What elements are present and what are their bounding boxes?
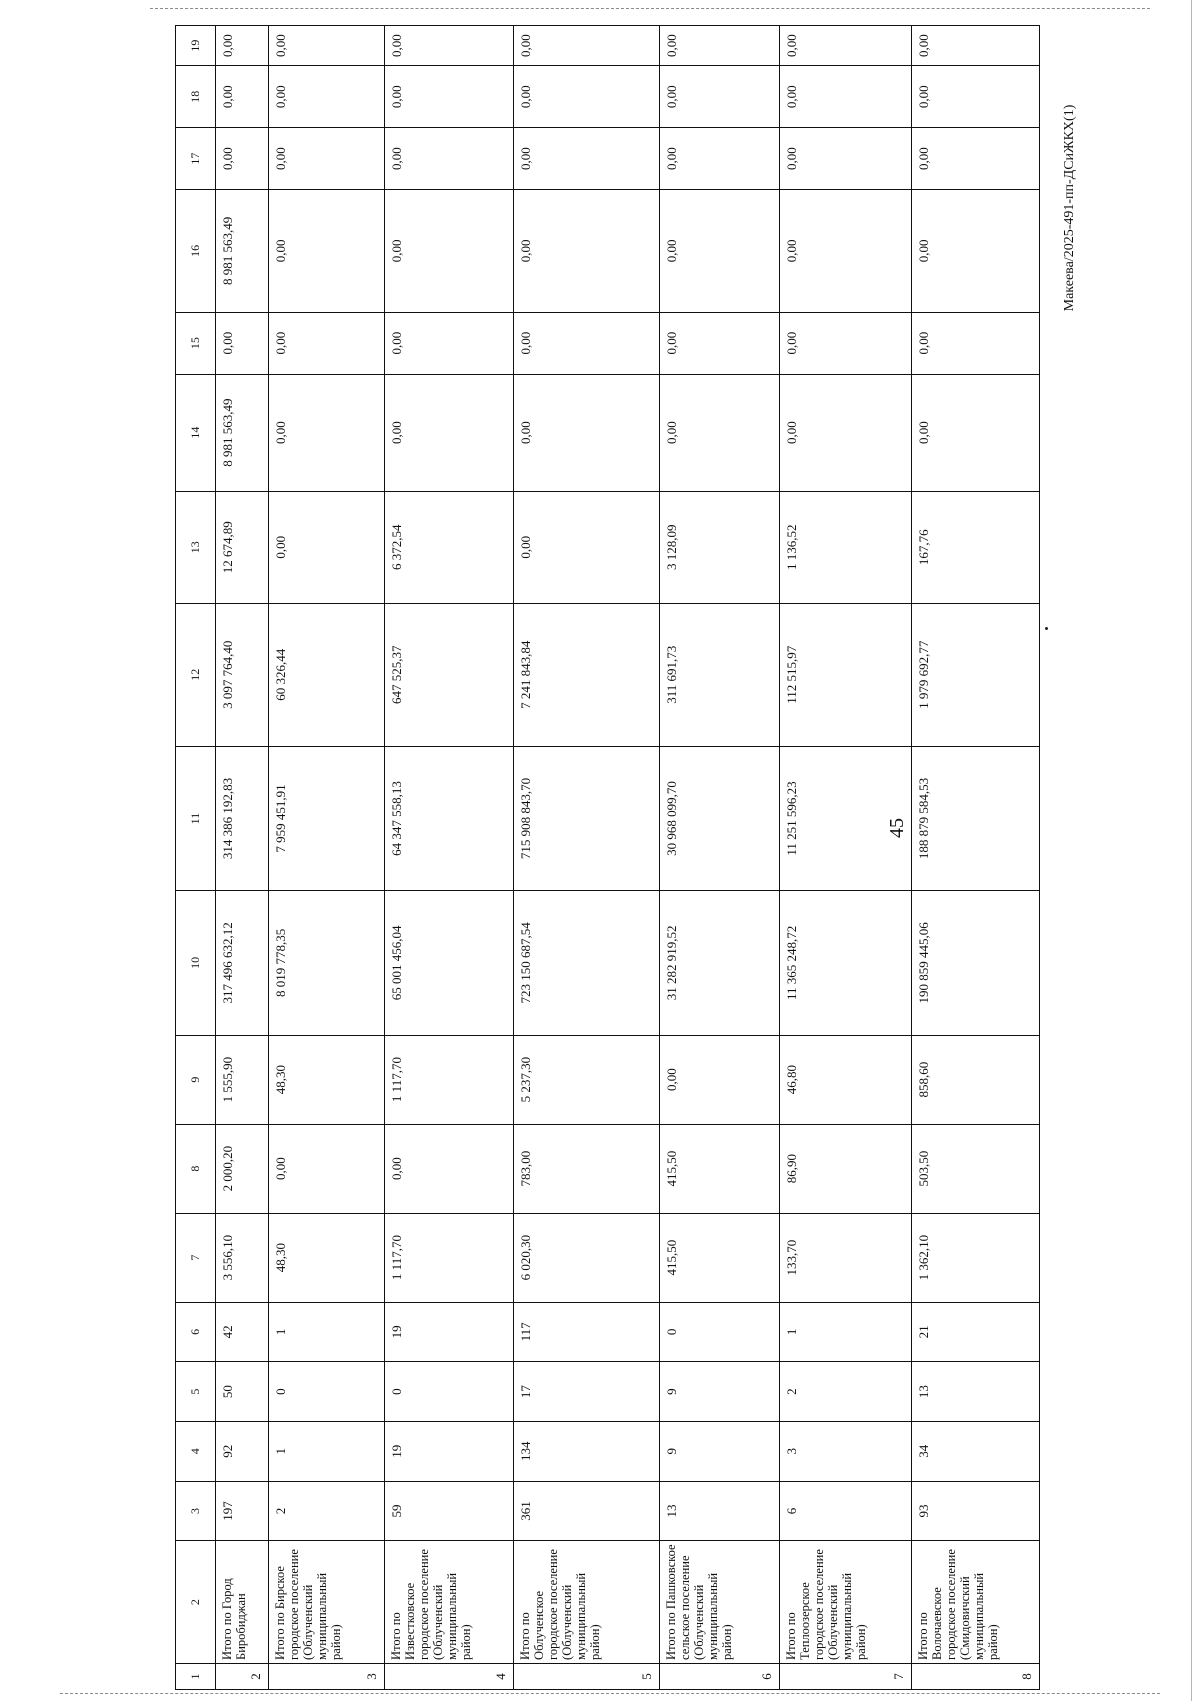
table-cell-col-15: 0,00 [269,312,384,374]
table-cell-col-9: 5 237,30 [513,1035,659,1124]
table-cell-col-16: 0,00 [911,190,1039,313]
table-cell-col-4: 3 [779,1421,911,1481]
table-cell-col-12: 7 241 843,84 [513,603,659,746]
column-header-6: 6 [176,1302,216,1362]
table-cell-col-6: 117 [513,1302,659,1362]
table-cell-col-5: 50 [216,1362,269,1422]
column-header-13: 13 [176,491,216,603]
row-number-cell: 4 [384,1663,513,1689]
municipality-name-cell: Итого по Пашковское сельское поселение (Облученский муниципальный район) [659,1541,779,1664]
table-cell-col-7: 415,50 [659,1213,779,1302]
table-cell-col-15: 0,00 [911,312,1039,374]
table-cell-col-18: 0,00 [513,66,659,128]
table-cell-col-12: 1 979 692,77 [911,603,1039,746]
table-cell-col-6: 0 [659,1302,779,1362]
table-cell-col-8: 783,00 [513,1124,659,1213]
table-cell-col-17: 0,00 [911,128,1039,190]
table-cell-col-3: 59 [384,1481,513,1541]
table-cell-col-8: 415,50 [659,1124,779,1213]
table-cell-col-17: 0,00 [216,128,269,190]
table-cell-col-11: 188 879 584,53 [911,746,1039,890]
table-cell-col-14: 0,00 [513,374,659,491]
table-row [659,26,779,1690]
table-cell-col-7: 1 362,10 [911,1213,1039,1302]
stray-mark [1045,627,1048,630]
table-cell-col-19: 0,00 [911,26,1039,66]
table-cell-col-16: 0,00 [384,190,513,313]
table-cell-col-18: 0,00 [779,66,911,128]
table-cell-col-13: 1 136,52 [779,491,911,603]
table-cell-col-17: 0,00 [513,128,659,190]
column-header-17: 17 [176,128,216,190]
table-row [216,26,269,1690]
table-cell-col-3: 6 [779,1481,911,1541]
municipality-name-cell: Итого по Волочаевское городское поселение (Смидовичский муниципальный район) [911,1541,1039,1664]
row-number-cell: 5 [513,1663,659,1689]
table-cell-col-9: 1 117,70 [384,1035,513,1124]
table-cell-col-8: 503,50 [911,1124,1039,1213]
row-number-cell: 3 [269,1663,384,1689]
column-header-16: 16 [176,190,216,313]
document-code: Макеева/2025-491-пп-ДСиЖКХ(1) [1062,104,1077,312]
table-cell-col-10: 723 150 687,54 [513,891,659,1035]
table-cell-col-16: 0,00 [779,190,911,313]
table-cell-col-16: 0,00 [659,190,779,313]
table-cell-col-8: 0,00 [384,1124,513,1213]
table-cell-col-6: 1 [779,1302,911,1362]
table-cell-col-11: 7 959 451,91 [269,746,384,890]
table-cell-col-7: 133,70 [779,1213,911,1302]
table-container [175,25,1040,1690]
table-cell-col-12: 647 525,37 [384,603,513,746]
table-cell-col-9: 858,60 [911,1035,1039,1124]
table-cell-col-12: 60 326,44 [269,603,384,746]
table-cell-col-13: 167,76 [911,491,1039,603]
table-cell-col-13: 0,00 [269,491,384,603]
column-header-1: 1 [176,1663,216,1689]
column-header-2: 2 [176,1541,216,1664]
table-cell-col-17: 0,00 [659,128,779,190]
table-cell-col-6: 1 [269,1302,384,1362]
table-cell-col-6: 19 [384,1302,513,1362]
table-cell-col-13: 12 674,89 [216,491,269,603]
column-header-18: 18 [176,66,216,128]
column-header-7: 7 [176,1213,216,1302]
table-cell-col-13: 3 128,09 [659,491,779,603]
table-cell-col-3: 93 [911,1481,1039,1541]
municipality-name-cell: Итого по Облученское городское поселение (Облученский муниципальный район) [513,1541,659,1664]
table-cell-col-18: 0,00 [269,66,384,128]
scan-artifact-bottom [60,1693,1160,1694]
table-cell-col-9: 1 555,90 [216,1035,269,1124]
table-cell-col-3: 197 [216,1481,269,1541]
table-cell-col-15: 0,00 [779,312,911,374]
table-cell-col-15: 0,00 [513,312,659,374]
column-header-9: 9 [176,1035,216,1124]
column-header-4: 4 [176,1421,216,1481]
table-cell-col-3: 361 [513,1481,659,1541]
table-cell-col-5: 9 [659,1362,779,1422]
row-number-cell: 6 [659,1663,779,1689]
table-cell-col-4: 92 [216,1421,269,1481]
table-cell-col-14: 8 981 563,49 [216,374,269,491]
table-cell-col-16: 0,00 [269,190,384,313]
table-cell-col-7: 3 556,10 [216,1213,269,1302]
table-cell-col-18: 0,00 [384,66,513,128]
row-number-cell: 7 [779,1663,911,1689]
table-cell-col-15: 0,00 [659,312,779,374]
table-cell-col-18: 0,00 [911,66,1039,128]
column-header-15: 15 [176,312,216,374]
table-cell-col-7: 6 020,30 [513,1213,659,1302]
table-row [513,26,659,1690]
table-cell-col-8: 0,00 [269,1124,384,1213]
table-cell-col-12: 311 691,73 [659,603,779,746]
row-number-cell: 8 [911,1663,1039,1689]
table-cell-col-6: 21 [911,1302,1039,1362]
table-cell-col-19: 0,00 [384,26,513,66]
page-number: 45 [886,818,908,838]
table-cell-col-14: 0,00 [269,374,384,491]
table-cell-col-14: 0,00 [911,374,1039,491]
data-table [175,25,1040,1690]
table-cell-col-12: 112 515,97 [779,603,911,746]
column-header-19: 19 [176,26,216,66]
table-cell-col-5: 13 [911,1362,1039,1422]
table-cell-col-9: 48,30 [269,1035,384,1124]
table-cell-col-5: 0 [384,1362,513,1422]
municipality-name-cell: Итого по Теплоозерское городское поселение (Облученский муниципальный район) [779,1541,911,1664]
column-header-3: 3 [176,1481,216,1541]
table-cell-col-11: 64 347 558,13 [384,746,513,890]
table-cell-col-9: 0,00 [659,1035,779,1124]
table-cell-col-14: 0,00 [779,374,911,491]
column-header-12: 12 [176,603,216,746]
scan-artifact-top [150,8,1150,9]
table-cell-col-17: 0,00 [384,128,513,190]
table-row [269,26,384,1690]
municipality-name-cell: Итого по Город Биробиджан [216,1541,269,1664]
table-cell-col-6: 42 [216,1302,269,1362]
table-cell-col-11: 30 968 099,70 [659,746,779,890]
table-cell-col-4: 9 [659,1421,779,1481]
column-header-8: 8 [176,1124,216,1213]
table-cell-col-17: 0,00 [269,128,384,190]
table-cell-col-19: 0,00 [659,26,779,66]
column-header-10: 10 [176,891,216,1035]
table-cell-col-3: 13 [659,1481,779,1541]
table-cell-col-7: 48,30 [269,1213,384,1302]
table-cell-col-13: 0,00 [513,491,659,603]
table-cell-col-13: 6 372,54 [384,491,513,603]
table-cell-col-5: 0 [269,1362,384,1422]
table-body [216,26,1040,1690]
table-cell-col-19: 0,00 [513,26,659,66]
table-cell-col-18: 0,00 [659,66,779,128]
table-cell-col-16: 0,00 [513,190,659,313]
table-cell-col-10: 11 365 248,72 [779,891,911,1035]
column-header-5: 5 [176,1362,216,1422]
table-cell-col-15: 0,00 [216,312,269,374]
scan-edge [1191,0,1192,1701]
column-header-11: 11 [176,746,216,890]
table-cell-col-16: 8 981 563,49 [216,190,269,313]
table-cell-col-7: 1 117,70 [384,1213,513,1302]
header-row [176,26,216,1690]
table-cell-col-17: 0,00 [779,128,911,190]
table-row [384,26,513,1690]
table-cell-col-14: 0,00 [384,374,513,491]
table-cell-col-11: 314 386 192,83 [216,746,269,890]
table-cell-col-8: 2 000,20 [216,1124,269,1213]
table-cell-col-19: 0,00 [216,26,269,66]
table-cell-col-4: 1 [269,1421,384,1481]
municipality-name-cell: Итого по Известковское городское поселение (Облученский муниципальный район) [384,1541,513,1664]
table-cell-col-11: 11 251 596,23 [779,746,911,890]
table-cell-col-10: 31 282 919,52 [659,891,779,1035]
table-cell-col-5: 2 [779,1362,911,1422]
municipality-name-cell: Итого по Бирское городское поселение (Облученский муниципальный район) [269,1541,384,1664]
table-cell-col-4: 134 [513,1421,659,1481]
column-header-14: 14 [176,374,216,491]
table-cell-col-4: 34 [911,1421,1039,1481]
table-cell-col-4: 19 [384,1421,513,1481]
table-cell-col-14: 0,00 [659,374,779,491]
table-row [911,26,1039,1690]
table-row [779,26,911,1690]
table-cell-col-10: 65 001 456,04 [384,891,513,1035]
table-cell-col-19: 0,00 [269,26,384,66]
table-cell-col-12: 3 097 764,40 [216,603,269,746]
table-cell-col-15: 0,00 [384,312,513,374]
table-cell-col-10: 8 019 778,35 [269,891,384,1035]
table-cell-col-10: 317 496 632,12 [216,891,269,1035]
table-cell-col-10: 190 859 445,06 [911,891,1039,1035]
table-cell-col-3: 2 [269,1481,384,1541]
row-number-cell: 2 [216,1663,269,1689]
table-cell-col-11: 715 908 843,70 [513,746,659,890]
table-cell-col-18: 0,00 [216,66,269,128]
table-cell-col-9: 46,80 [779,1035,911,1124]
table-cell-col-8: 86,90 [779,1124,911,1213]
table-cell-col-5: 17 [513,1362,659,1422]
table-cell-col-19: 0,00 [779,26,911,66]
